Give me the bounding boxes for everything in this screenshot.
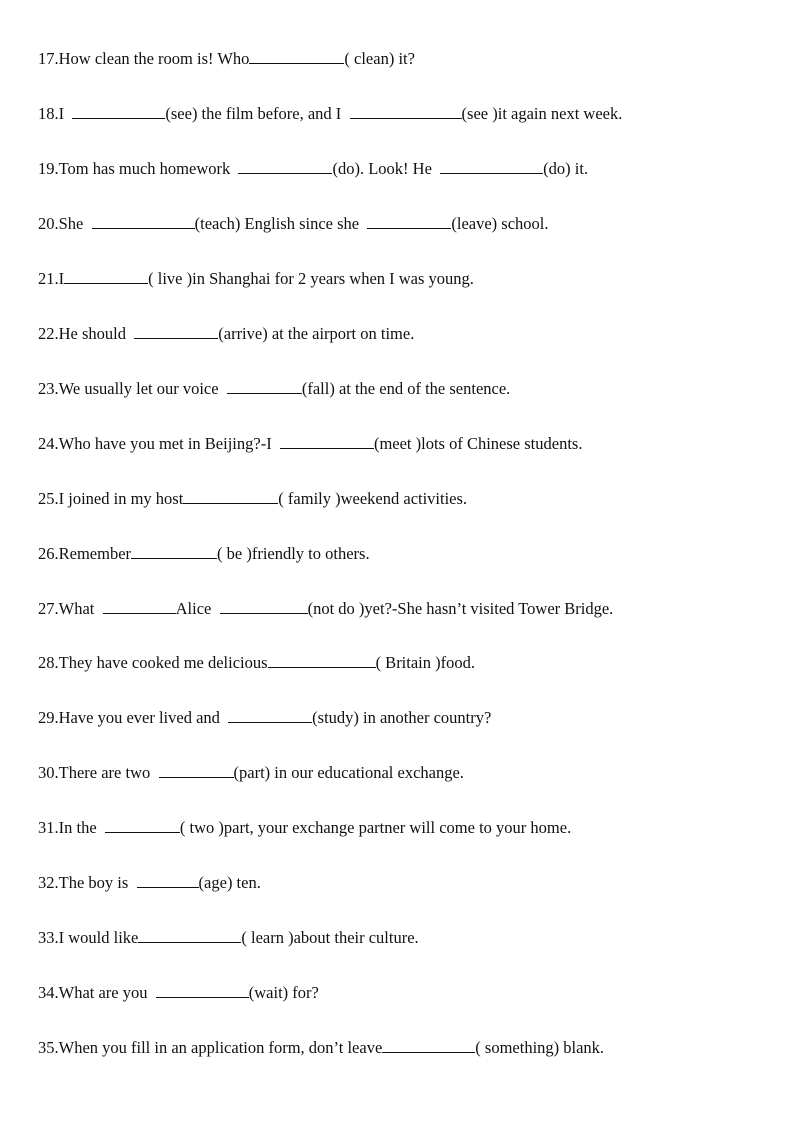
- answer-blank[interactable]: [138, 927, 241, 943]
- answer-blank[interactable]: [156, 982, 249, 998]
- answer-blank[interactable]: [228, 707, 312, 723]
- question-25: [38, 488, 467, 510]
- question-text: 27.What: [38, 599, 103, 618]
- question-text: ( two )part, your exchange partner will come to your home.: [179, 818, 572, 837]
- question-text: 26.Remember: [38, 544, 132, 563]
- question-20: [38, 213, 548, 235]
- answer-blank[interactable]: [367, 213, 451, 229]
- question-text: 25.I joined in my host: [38, 489, 184, 508]
- question-27: [38, 598, 613, 620]
- question-text: 29.Have you ever lived and: [38, 708, 229, 727]
- question-text: 23.We usually let our voice: [38, 379, 227, 398]
- question-text: ( be )friendly to others.: [217, 544, 370, 563]
- question-32: [38, 872, 261, 894]
- question-text: (fall) at the end of the sentence.: [301, 379, 511, 398]
- question-text: 18.I: [38, 104, 73, 123]
- question-text: ( clean) it?: [344, 49, 415, 68]
- answer-blank[interactable]: [249, 48, 344, 64]
- question-text: 21.I: [38, 269, 65, 288]
- question-text: (wait) for?: [248, 983, 319, 1002]
- question-text: 33.I would like: [38, 928, 139, 947]
- question-34: [38, 982, 319, 1004]
- answer-blank[interactable]: [64, 268, 148, 284]
- question-33: [38, 927, 419, 949]
- question-22: [38, 323, 414, 345]
- question-31: [38, 817, 571, 839]
- question-text: 34.What are you: [38, 983, 156, 1002]
- answer-blank[interactable]: [440, 158, 543, 174]
- question-text: Alice: [175, 599, 220, 618]
- question-text: 28.They have cooked me delicious: [38, 653, 268, 672]
- answer-blank[interactable]: [268, 652, 376, 668]
- question-24: [38, 433, 582, 455]
- answer-blank[interactable]: [227, 378, 302, 394]
- answer-blank[interactable]: [134, 323, 218, 339]
- question-text: 31.In the: [38, 818, 105, 837]
- question-text: (age) ten.: [198, 873, 261, 892]
- question-text: 24.Who have you met in Beijing?-I: [38, 434, 280, 453]
- question-30: [38, 762, 464, 784]
- question-29: [38, 707, 491, 729]
- answer-blank[interactable]: [131, 543, 217, 559]
- answer-blank[interactable]: [350, 103, 462, 119]
- answer-blank[interactable]: [382, 1037, 475, 1053]
- question-text: (part) in our educational exchange.: [233, 763, 464, 782]
- question-28: [38, 652, 475, 674]
- question-text: 20.She: [38, 214, 92, 233]
- question-text: 17.How clean the room is! Who: [38, 49, 250, 68]
- question-text: (arrive) at the airport on time.: [218, 324, 415, 343]
- question-text: (see )it again next week.: [461, 104, 623, 123]
- question-text: 22.He should: [38, 324, 135, 343]
- answer-blank[interactable]: [137, 872, 199, 888]
- answer-blank[interactable]: [238, 158, 332, 174]
- question-text: 30.There are two: [38, 763, 159, 782]
- question-text: (teach) English since she: [194, 214, 368, 233]
- answer-blank[interactable]: [92, 213, 195, 229]
- question-text: (leave) school.: [451, 214, 549, 233]
- question-23: [38, 378, 510, 400]
- question-text: ( live )in Shanghai for 2 years when I was young.: [148, 269, 474, 288]
- answer-blank[interactable]: [159, 762, 234, 778]
- answer-blank[interactable]: [183, 488, 278, 504]
- question-text: (study) in another country?: [312, 708, 492, 727]
- question-26: [38, 543, 370, 565]
- question-text: 35.When you fill in an application form, don’t leave: [38, 1038, 383, 1057]
- answer-blank[interactable]: [72, 103, 165, 119]
- question-text: ( Britain )food.: [375, 653, 475, 672]
- question-19: [38, 158, 588, 180]
- question-text: (do) it.: [543, 159, 589, 178]
- question-text: ( family )weekend activities.: [278, 489, 468, 508]
- question-text: (meet )lots of Chinese students.: [373, 434, 583, 453]
- question-text: ( something) blank.: [475, 1038, 605, 1057]
- answer-blank[interactable]: [105, 817, 180, 833]
- question-text: 32.The boy is: [38, 873, 137, 892]
- answer-blank[interactable]: [280, 433, 374, 449]
- question-text: (do). Look! He: [332, 159, 441, 178]
- question-17: [38, 48, 415, 70]
- answer-blank[interactable]: [220, 598, 308, 614]
- question-text: ( learn )about their culture.: [241, 928, 419, 947]
- question-text: (not do )yet?-She hasn’t visited Tower Bridge.: [307, 599, 614, 618]
- question-18: [38, 103, 622, 125]
- question-21: [38, 268, 474, 290]
- question-text: (see) the film before, and I: [165, 104, 350, 123]
- question-text: 19.Tom has much homework: [38, 159, 239, 178]
- question-35: [38, 1037, 604, 1059]
- answer-blank[interactable]: [103, 598, 176, 614]
